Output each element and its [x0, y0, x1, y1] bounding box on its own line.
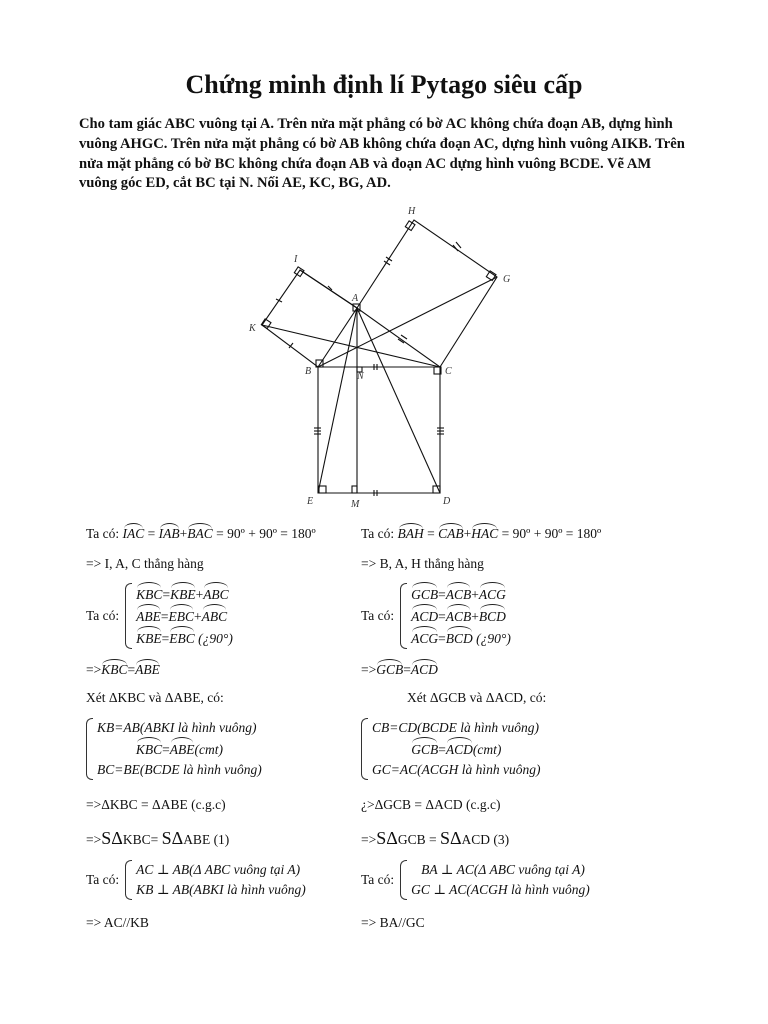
label-i: I	[294, 254, 298, 265]
label-n: N	[357, 371, 364, 382]
brace	[125, 860, 132, 900]
left-area-equal: =>SΔKBC= SΔABE (1)	[86, 828, 230, 848]
brace	[361, 718, 368, 780]
square-bcde	[318, 367, 440, 493]
label-k: K	[249, 323, 256, 334]
right-congruent-result: ¿>ΔGCB = ΔACD (c.g.c)	[361, 797, 501, 812]
right-perpendicular-system: Ta có: BA ⊥ AC(Δ ABC vuông tại A) GC ⊥ AC(ACGH là hình vuông)	[361, 860, 590, 900]
label-b: B	[305, 366, 312, 377]
right-collinear: => B, A, H thẳng hàng	[361, 556, 484, 571]
right-congruence-system: CB=CD(BCDE là hình vuông) GCB=ACD(cmt) GC=AC(ACGH là hình vuông)	[361, 718, 541, 780]
brace	[125, 583, 132, 649]
left-collinear: => I, A, C thẳng hàng	[86, 556, 204, 571]
geometry-diagram	[236, 198, 526, 513]
label-a: A	[352, 293, 359, 304]
right-angle-equal: =>GCB=ACD	[361, 662, 438, 677]
left-consider: Xét ΔKBC và ΔABE, có:	[86, 690, 224, 705]
right-consider: Xét ΔGCB và ΔACD, có:	[407, 690, 547, 705]
label-c: C	[445, 366, 452, 377]
label-h: H	[408, 206, 416, 217]
left-angle-equal: =>KBC=ABE	[86, 662, 160, 677]
left-congruence-system: KB=AB(ABKI là hình vuông) KBC=ABE(cmt) BC=BE(BCDE là hình vuông)	[86, 718, 262, 780]
geometry-figure	[236, 198, 526, 518]
square-aikb	[262, 270, 357, 367]
segment-kc	[262, 325, 440, 367]
right-area-equal: =>SΔGCB = SΔACD (3)	[361, 828, 510, 848]
label-d: D	[443, 496, 451, 507]
left-perpendicular-system: Ta có: AC ⊥ AB(Δ ABC vuông tại A) KB ⊥ AB(ABKI là hình vuông)	[86, 860, 306, 900]
brace	[86, 718, 93, 780]
left-congruent-result: =>ΔKBC = ΔABE (c.g.c)	[86, 797, 226, 812]
right-parallel: => BA//GC	[361, 915, 425, 930]
label-g: G	[503, 274, 511, 285]
left-angle-sum: Ta có: IAC = IAB+BAC = 90º + 90º = 180º	[86, 526, 316, 541]
page-title: Chứng minh định lí Pytago siêu cấp	[185, 70, 583, 99]
segment-ad	[357, 308, 440, 493]
right-angle-sum: Ta có: BAH = CAB+HAC = 90º + 90º = 180º	[361, 526, 602, 541]
label-m: M	[351, 499, 360, 510]
brace	[400, 860, 407, 900]
problem-statement: Cho tam giác ABC vuông tại A. Trên nửa mặt phẳng có bờ AC không chứa đoạn AB, dựng hình vuông AHGC. Trên nửa mặt phẳng có bờ AB không chứa đoạn AC, dựng hình vuông AIKB. Trên nửa mặt phẳng có bờ BC không chứa đoạn AB và đoạn AC dựng hình vuông BCDE. Vẽ AM vuông góc ED, cắt BC tại N. Nối AE, KC, BG, AD.	[79, 116, 685, 192]
brace	[400, 583, 407, 649]
segment-bg	[318, 277, 497, 367]
label-e: E	[307, 496, 314, 507]
square-ahgc	[357, 220, 497, 367]
left-parallel: => AC//KB	[86, 915, 149, 930]
right-angle-system: Ta có: GCB=ACB+ACG ACD=ACB+BCD ACG=BCD (¿90°)	[361, 583, 511, 649]
segment-ae	[318, 308, 357, 493]
left-angle-system: Ta có: KBC=KBE+ABC ABE=EBC+ABC KBE=EBC (¿90°)	[86, 583, 233, 649]
